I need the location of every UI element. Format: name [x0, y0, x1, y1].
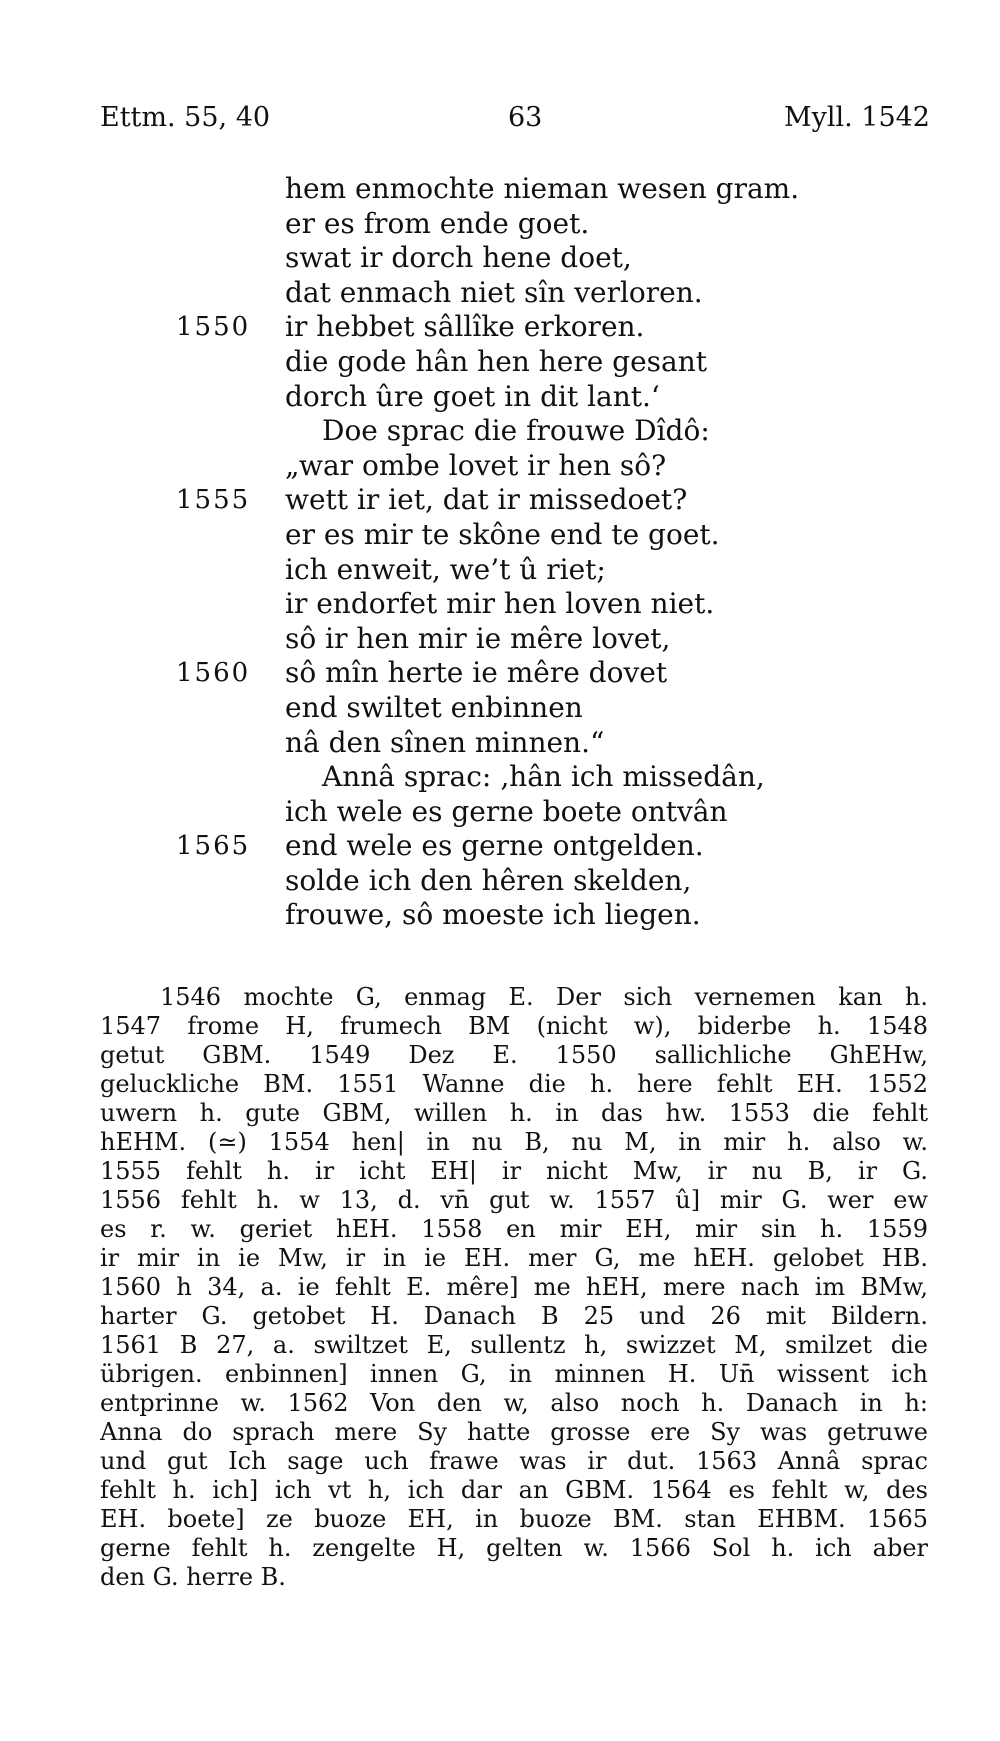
apparatus-line: entprinne w. 1562 Von den w, also noch h. Danach in h: — [100, 1389, 928, 1417]
apparatus-line: getut GBM. 1549 Dez E. 1550 sallichliche GhEHw, — [100, 1041, 928, 1069]
verse-line — [0, 241, 1000, 276]
verse-text: nâ den sînen minnen.“ — [285, 725, 605, 759]
apparatus-line: übrigen. enbinnen] innen G, in minnen H. Un̄ wissent ich — [100, 1360, 928, 1388]
apparatus-line: Anna do sprach mere Sy hatte grosse ere Sy was getruwe — [100, 1418, 928, 1446]
apparatus-line: ir mir in ie Mw, ir in ie EH. mer G, me hEH. gelobet HB. — [100, 1244, 928, 1272]
verse-text: end swiltet enbinnen — [285, 690, 583, 724]
verse-line — [0, 760, 1000, 795]
apparatus-line: es r. w. geriet hEH. 1558 en mir EH, mir sin h. 1559 — [100, 1215, 928, 1243]
verse-text: „war ombe lovet ir hen sô? — [285, 448, 667, 482]
verse-text: ir endorfet mir hen loven niet. — [285, 587, 715, 621]
running-header — [100, 98, 930, 138]
verse-line — [0, 795, 1000, 830]
verse-line — [0, 553, 1000, 588]
verse-number: 1550 — [176, 312, 251, 343]
apparatus-line: gerne fehlt h. zengelte H, gelten w. 1566 Sol h. ich aber — [100, 1534, 928, 1562]
verse-text: end wele es gerne ontgelden. — [285, 829, 704, 863]
verse-line — [0, 345, 1000, 380]
verse-text: frouwe, sô moeste ich liegen. — [285, 898, 701, 932]
verse-text: sô ir hen mir ie mêre lovet, — [285, 621, 671, 655]
verse-text: Doe sprac die frouwe Dîdô: — [322, 414, 710, 448]
apparatus-line: harter G. getobet H. Danach B 25 und 26 mit Bildern. — [100, 1302, 928, 1330]
verse-line — [0, 587, 1000, 622]
verse-line — [0, 829, 1000, 864]
verse-line — [0, 656, 1000, 691]
verse-number: 1560 — [176, 658, 251, 689]
verse-line — [0, 310, 1000, 345]
verse-text-block — [0, 172, 1000, 933]
verse-text: dorch ûre goet in dit lant.‘ — [285, 379, 660, 413]
verse-line — [0, 691, 1000, 726]
verse-text: hem enmochte nieman wesen gram. — [285, 172, 800, 205]
critical-apparatus — [100, 983, 928, 1592]
verse-line — [0, 518, 1000, 553]
verse-line — [0, 380, 1000, 415]
verse-number: 1555 — [176, 485, 251, 516]
verse-line — [0, 483, 1000, 518]
verse-line — [0, 898, 1000, 933]
apparatus-line: 1556 fehlt h. w 13, d. vn̄ gut w. 1557 û] mir G. wer ew — [100, 1186, 928, 1214]
apparatus-line: 1560 h 34, a. ie fehlt E. mêre] me hEH, mere nach im BMw, — [100, 1273, 928, 1301]
apparatus-line: den G. herre B. — [100, 1563, 286, 1591]
apparatus-line: fehlt h. ich] ich vt h, ich dar an GBM. 1564 es fehlt w, des — [100, 1476, 928, 1504]
apparatus-line: 1561 B 27, a. swiltzet E, sullentz h, swizzet M, smilzet die — [100, 1331, 928, 1359]
verse-text: ir hebbet sâllîke erkoren. — [285, 310, 645, 344]
verse-number: 1565 — [176, 831, 251, 862]
verse-text: solde ich den hêren skelden, — [285, 863, 692, 897]
apparatus-line: hEHM. (≃) 1554 hen| in nu B, nu M, in mir h. also w. — [100, 1128, 928, 1156]
apparatus-line: uwern h. gute GBM, willen h. in das hw. 1553 die fehlt — [100, 1099, 928, 1127]
apparatus-line: und gut Ich sage uch frawe was ir dut. 1563 Annâ sprac — [100, 1447, 928, 1475]
header-right-reference: Myll. 1542 — [783, 102, 930, 133]
verse-text: ich wele es gerne boete ontvân — [285, 794, 728, 828]
header-left-reference: Ettm. 55, 40 — [100, 102, 271, 133]
verse-text: er es mir te skône end te goet. — [285, 517, 720, 551]
verse-line — [0, 207, 1000, 242]
apparatus-line: EH. boete] ze buoze EH, in buoze BM. stan EHBM. 1565 — [100, 1505, 928, 1533]
page-number: 63 — [508, 102, 543, 133]
verse-line — [0, 622, 1000, 657]
verse-text: sô mîn herte ie mêre dovet — [285, 656, 668, 690]
verse-text: swat ir dorch hene doet, — [285, 241, 632, 275]
verse-line — [0, 449, 1000, 484]
verse-text: dat enmach niet sîn verloren. — [285, 275, 703, 309]
verse-text: Annâ sprac: ‚hân ich missedân, — [322, 760, 765, 794]
verse-line — [0, 726, 1000, 761]
apparatus-line: 1555 fehlt h. ir icht EH| ir nicht Mw, ir nu B, ir G. — [100, 1157, 928, 1185]
apparatus-line: 1546 mochte G, enmag E. Der sich vernemen kan h. — [160, 983, 928, 1011]
verse-text: er es from ende goet. — [285, 206, 590, 240]
apparatus-line: 1547 frome H, frumech BM (nicht w), biderbe h. 1548 — [100, 1012, 928, 1040]
verse-text: wett ir iet, dat ir missedoet? — [285, 483, 688, 517]
verse-line — [0, 172, 1000, 207]
verse-line — [0, 414, 1000, 449]
verse-line — [0, 864, 1000, 899]
verse-text: die gode hân hen here gesant — [285, 344, 708, 378]
verse-text: ich enweit, we’t û riet; — [285, 552, 606, 586]
verse-line — [0, 276, 1000, 311]
apparatus-line: geluckliche BM. 1551 Wanne die h. here fehlt EH. 1552 — [100, 1070, 928, 1098]
